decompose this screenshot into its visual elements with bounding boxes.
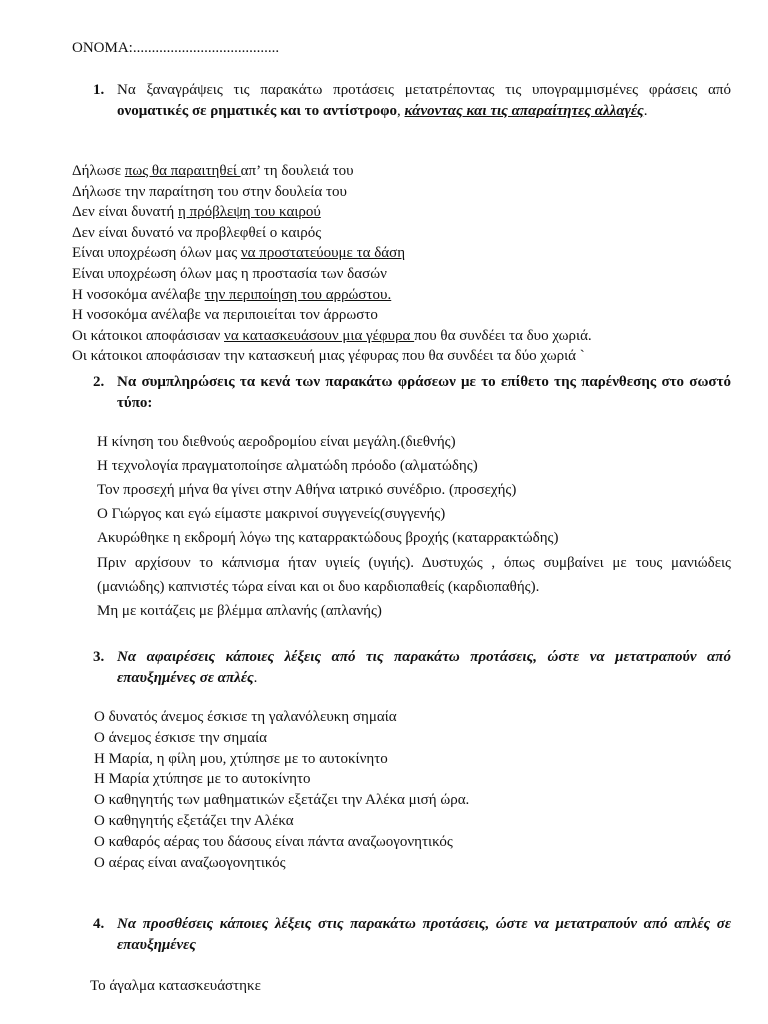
section-1-number: 1. xyxy=(93,82,105,98)
section-4-instruction: Να προσθέσεις κάποιες λέξεις στις παρακάτω προτάσεις, ώστε να μετατραπούν από απλές σε επαυξημένες xyxy=(117,916,731,953)
section-2-instruction: Να συμπληρώσεις τα κενά των παρακάτω φράσεων με το επίθετο της παρένθεσης στο σωστό τύπο: xyxy=(117,374,731,411)
sentence-line: Η τεχνολογία πραγματοποίησε αλματώδη πρόοδο (αλματώδης) xyxy=(97,458,478,474)
underlined-phrase: να προστατεύουμε τα δάση xyxy=(240,245,406,262)
section-3-instruction-end: . xyxy=(253,670,258,686)
section-2-number: 2. xyxy=(93,374,105,390)
sentence-text: Δεν είναι δυνατό να προβλεφθεί ο καιρός xyxy=(72,224,322,241)
section-1-instruction xyxy=(117,80,731,122)
instruction-text: Να ξαναγράψεις τις παρακάτω προτάσεις μετατρέποντας τις υπογραμμισμένες φράσεις από xyxy=(117,82,731,98)
instruction-comma: , xyxy=(397,103,405,119)
sentence-line: Ο άνεμος έσκισε την σημαία xyxy=(94,729,267,746)
sentence-line xyxy=(72,285,391,305)
sentence-text: Δεν είναι δυνατή xyxy=(72,204,178,221)
sentence-line: Ο καθαρός αέρας του δάσους είναι πάντα αναζωογονητικός xyxy=(94,833,453,850)
sentence-line xyxy=(72,161,354,181)
sentence-text: Δήλωσε xyxy=(72,163,125,179)
sentence-text: Δήλωσε την παραίτηση του στην δουλεία του xyxy=(72,183,347,200)
underlined-phrase: να κατασκευάσουν μια γέφυρα xyxy=(224,327,415,344)
sentence-line xyxy=(72,243,405,263)
sentence-text: Είναι υποχρέωση όλων μας η προστασία των δασών xyxy=(72,266,387,282)
sentence-line xyxy=(72,223,321,243)
instruction-bold: ονοματικές σε ρηματικές και το αντίστροφο xyxy=(117,103,398,119)
sentence-line xyxy=(72,346,585,366)
sentence-line: Ο αέρας είναι αναζωογονητικός xyxy=(94,854,286,871)
section-4-number: 4. xyxy=(93,916,105,932)
section-2-paragraph: Πριν αρχίσουν το κάπνισμα ήταν υγιείς (υγιής). Δυστυχώς , όπως συμβαίνει με τους μανιώδεις (μανιώδης) καπνιστές τώρα είναι και οι δυο καρδιοπαθείς (καρδιοπαθής). xyxy=(97,555,731,595)
sentence-line: Η Μαρία χτύπησε με το αυτοκίνητο xyxy=(94,771,311,788)
underlined-phrase: η πρόβλεψη του καιρού xyxy=(178,204,321,221)
sentence-text: Η νοσοκόμα ανέλαβε να περιποιείται τον άρρωστο xyxy=(72,307,378,324)
instruction-period: . xyxy=(643,103,648,119)
section-3-instruction-text: Να αφαιρέσεις κάποιες λέξεις από τις παρακάτω προτάσεις, ώστε να μετατραπούν από επαυξημένες σε απλές xyxy=(117,649,731,686)
sentence-line xyxy=(72,326,592,346)
sentence-line: Η Μαρία, η φίλη μου, χτύπησε με το αυτοκίνητο xyxy=(94,750,388,767)
sentence-line xyxy=(72,305,378,325)
sentence-text: Οι κάτοικοι αποφάσισαν xyxy=(72,327,225,344)
sentence-text: Οι κάτοικοι αποφάσισαν την κατασκευή μιας γέφυρας που θα συνδέει τα δύο χωριά ` xyxy=(72,348,585,365)
sentence-text: που θα συνδέει τα δυο χωριά. xyxy=(414,327,592,344)
sentence-line: Ακυρώθηκε η εκδρομή λόγω της καταρρακτώδους βροχής (καταρρακτώδης) xyxy=(97,530,559,546)
sentence-text: απ’ τη δουλειά του xyxy=(240,163,354,179)
sentence-line: Το άγαλμα κατασκευάστηκε xyxy=(90,978,261,994)
instruction-bold-underlined: κάνοντας και τις απαραίτητες αλλαγές xyxy=(404,103,644,119)
sentence-line xyxy=(72,182,347,202)
name-line: ΟΝΟΜΑ:....................................... xyxy=(72,40,280,56)
section-3-instruction xyxy=(117,647,731,689)
sentence-text: Η νοσοκόμα ανέλαβε xyxy=(72,286,205,303)
sentence-line: Τον προσεχή μήνα θα γίνει στην Αθήνα ιατρικό συνέδριο. (προσεχής) xyxy=(97,482,517,498)
sentence-text: Είναι υποχρέωση όλων μας xyxy=(72,245,241,262)
sentence-line: Ο Γιώργος και εγώ είμαστε μακρινοί συγγενείς(συγγενής) xyxy=(97,506,446,522)
section-3-number: 3. xyxy=(93,649,105,665)
section-2-last-line: Μη με κοιτάζεις με βλέμμα απλανής (απλανής) xyxy=(97,603,382,619)
underlined-phrase: την περιποίηση του αρρώστου. xyxy=(204,286,392,303)
underlined-phrase: πως θα παραιτηθεί xyxy=(124,163,241,179)
sentence-line xyxy=(72,202,321,222)
sentence-line: Ο δυνατός άνεμος έσκισε τη γαλανόλευκη σημαία xyxy=(94,709,397,725)
sentence-line: Ο καθηγητής εξετάζει την Αλέκα xyxy=(94,813,294,829)
sentence-line: Ο καθηγητής των μαθηματικών εξετάζει την Αλέκα μισή ώρα. xyxy=(94,792,470,809)
sentence-line xyxy=(72,264,387,284)
sentence-line: Η κίνηση του διεθνούς αεροδρομίου είναι μεγάλη.(διεθνής) xyxy=(97,434,456,450)
